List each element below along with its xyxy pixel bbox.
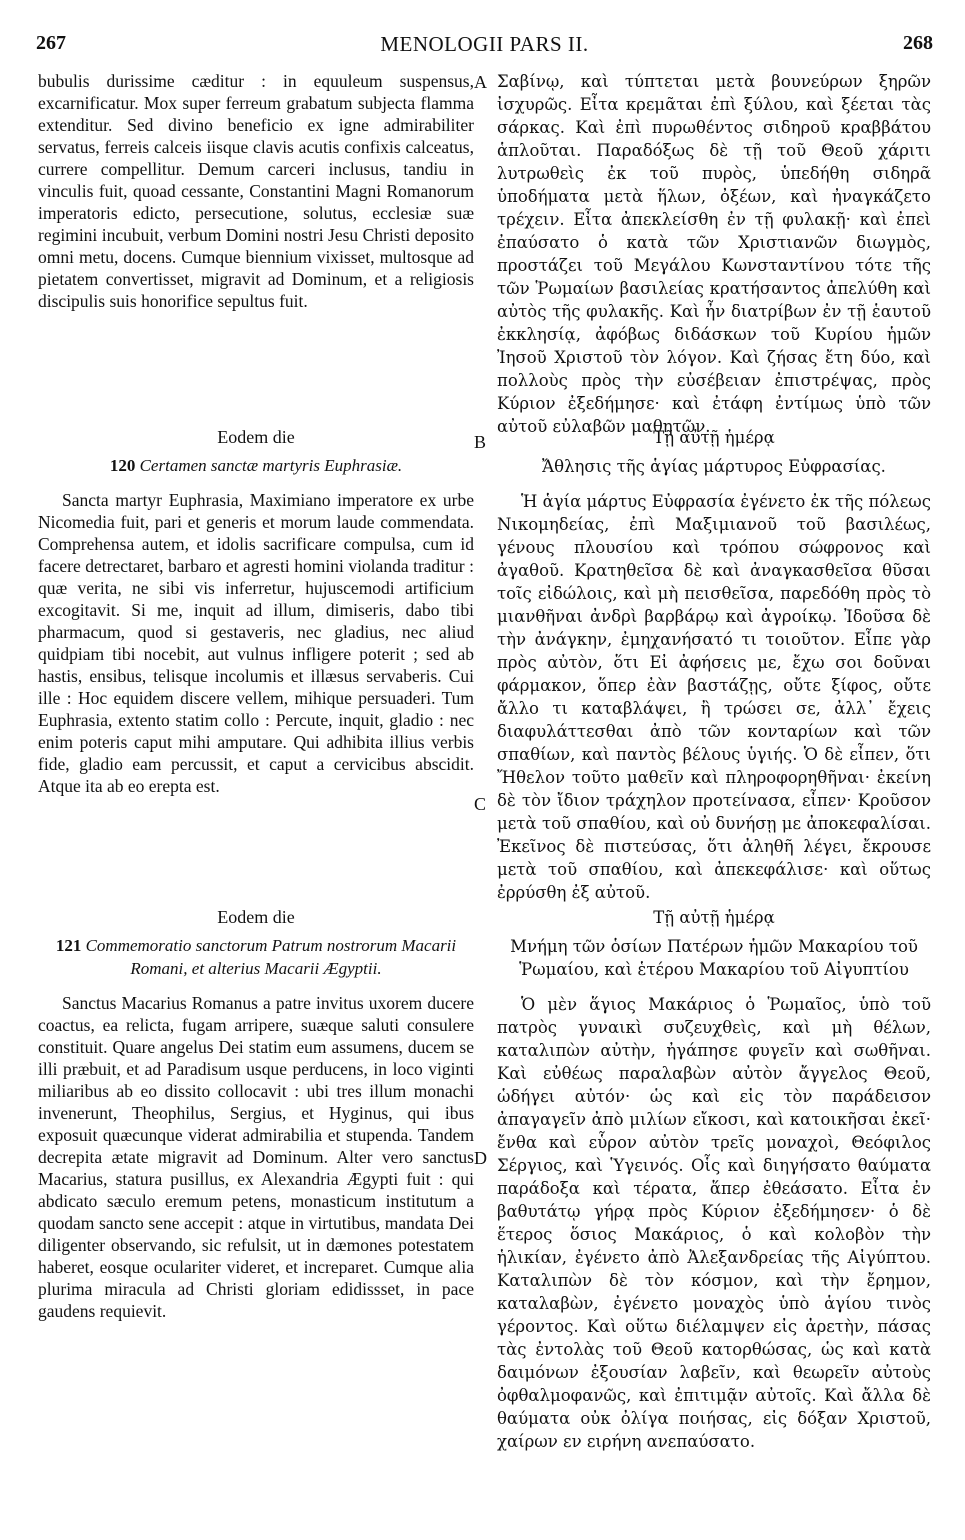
page-number-right: 268 <box>903 32 933 54</box>
latin-continuation <box>38 70 474 312</box>
greek-title-121: Μνήμη τῶν ὁσίων Πατέρων ἡμῶν Μακαρίου τοῦ Ῥωμαίου, καὶ ἑτέρου Μακαρίου τοῦ Αἰγυπτίου <box>510 937 918 979</box>
greek-section-120 <box>497 426 931 904</box>
running-title: MENOLOGII PARS II. <box>380 32 589 56</box>
latin-section-120 <box>38 426 474 797</box>
greek-title-120: Ἄθλησις τῆς ἁγίας μάρτυρος Εὐφρασίας. <box>542 457 886 476</box>
latin-continuation-text: bubulis durissime cæditur : in equuleum suspensus, excarnificatur. Mox super ferreum grabatum subjecta flamma extenditur. Sed divino beneficio ex igne admirabiliter servatus, ferreis calceis iisque clavis acutis confixis calceatus, currere compellitur. Demum carceri inclusus, tandiu in vinculis fuit, quoad cessante, Constantini Magni Romanorum imperatoris edicto, persecutione, solutus, ecclesiæ suæ regimini incubuit, verbum Domini nostri Jesu Christi deposito omni metu, docens. Cumque biennium vixisset, multosque ad pietatem convertisset, migravit ad Dominum, et a religiosis discipulis suis honorifice sepultus fuit. <box>38 71 474 311</box>
latin-title-120: Certamen sanctæ martyris Euphrasiæ. <box>139 456 403 475</box>
greek-section-121 <box>497 906 931 1453</box>
latin-title-121: Commemoratio sanctorum Patrum nostrorum Macarii Romani, et alterius Macarii Ægyptii. <box>85 936 457 978</box>
greek-eodem-die-121: Τῇ αὐτῇ ἡμέρᾳ <box>653 908 775 927</box>
greek-eodem-die-120: Τῇ αὐτῇ ἡμέρᾳ <box>653 428 775 447</box>
page-header <box>36 32 933 62</box>
page-number-left: 267 <box>36 32 66 54</box>
latin-eodem-die-121: Eodem die <box>217 907 295 927</box>
margin-letter-c: C <box>474 794 487 814</box>
margin-letter-b: B <box>474 432 487 452</box>
section-number-120: 120 <box>109 456 136 475</box>
latin-section-121 <box>38 906 474 1322</box>
latin-text-120: Sancta martyr Euphrasia, Maximiano imperatore ex urbe Nicomedia fuit, pari et generis et morum laude commendata. Comprehensa autem, et idolis sacrificare compulsa, cum id facere detrectaret, barbaro et agresti homini violanda traditur : quæ verita, ne sibi vis inferretur, hujuscemodi artificium excogitavit. Si me, inquit ad illum, dimiseris, dabo tibi pharmacum, quod si gestaveris, nec gladius, nec aliud quidpiam tibi nocebit, aut vulnus infligere poterit ; sed ab hastis, ensibus, telisque incolumis et illæsus servaberis. Cui ille : Hoc equidem discere vellem, mihique persuaderi. Tum Euphrasia, extento statim collo : Percute, inquit, gladio : nec enim poteris caput mihi amputare. Qui adhibita illius verbis fide, gladio eam percussit, et caput a cervicibus abscidit. Atque ita ab eo erepta est. <box>38 490 474 796</box>
greek-continuation-text: Σαβίνῳ, καὶ τύπτεται μετὰ βουνεύρων ξηρῶν ἰσχυρῶς. Εἶτα κρεμᾶται ἐπὶ ξύλου, καὶ ξέεται τὰς σάρκας. Καὶ ἐπὶ πυρωθέντος σιδηροῦ κραββάτου ἁπλοῦται. Παραδόξως δὲ τῇ τοῦ Θεοῦ χάριτι λυτρωθεὶς ἐκ τοῦ πυρὸς, ὑπεδήθη σιδηρᾶ ὑποδήματα μετὰ ἥλων, ὀξέων, καὶ ἠναγκάζετο τρέχειν. Εἶτα ἀπεκλείσθη ἐν τῇ φυλακῇ· καὶ ἐπεὶ ἐπαύσατο ὁ κατὰ τῶν Χριστιανῶν διωγμὸς, προστάζει τοῦ Μεγάλου Κωνσταντίνου τότε τῆς τῶν Ῥωμαίων βασιλείας κρατήσαντος ἀπελύθη καὶ αὐτὸς τῆς φυλακῆς. Καὶ ἦν διατρίβων ἐν τῇ ἑαυτοῦ ἐκκλησίᾳ, ἀφόβως διδάσκων τοῦ Κυρίου ἡμῶν Ἰησοῦ Χριστοῦ τὸν λόγον. Καὶ ζήσας ἔτη δύο, καὶ πολλοὺς πρὸς τὴν εὐσέβειαν ἐπιστρέψας, πρὸς Κύριον ἐξεδήμησε· καὶ ἐτάφη ἐντίμως ὑπὸ τῶν αὐτοῦ εὐλαβῶν μαθητῶν. <box>497 72 931 436</box>
margin-letter-d: D <box>474 1148 487 1168</box>
latin-heading-121 <box>38 934 474 980</box>
latin-eodem-die-120: Eodem die <box>217 427 295 447</box>
greek-text-120: Ἡ ἁγία μάρτυς Εὐφρασία ἐγένετο ἐκ τῆς πόλεως Νικομηδείας, ἐπὶ Μαξιμιανοῦ τοῦ βασιλέως, γένους πλουσίου καὶ τρόπου σώφρονος καὶ ἀγαθοῦ. Κρατηθεῖσα δὲ καὶ ἀναγκασθεῖσα θῦσαι τοῖς εἰδώλοις, καὶ μὴ πεισθεῖσα, παρεδόθη πρὸς τὸ μιανθῆναι ἀνδρὶ βαρβάρῳ καὶ ἀγροίκῳ. Ἰδοῦσα δὲ τὴν ἀνάγκην, ἐμηχανήσατό τι τοιοῦτον. Εἶπε γὰρ πρὸς αὐτὸν, ὅτι Εἰ ἀφήσεις με, ἔχω σοι δοῦναι φάρμακον, ὅπερ ἐὰν βαστάζῃς, οὔτε ξίφος, οὔτε ἄλλο τι καταβλάψει, ἢ τρώσει σε, ἀλλ᾽ ἔχεις διαφυλάττεσθαι ἀπὸ τῶν κονταρίων καὶ τῶν σπαθίων, καὶ παντὸς βέλους ὑγιής. Ὁ δὲ εἶπεν, ὅτι Ἤθελον τοῦτο μαθεῖν καὶ πληροφορηθῆναι· ἐκείνη δὲ τὸν ἴδιον τράχηλον προτείνασα, εἶπεν· Κροῦσον μετὰ τοῦ σπαθίου, καὶ οὐ δυνήσῃ με ἀποκεφαλίσαι. Ἐκεῖνος δὲ πιστεύσας, ὅτι ἀληθῆ λέγει, ἔκρουσε μετὰ τοῦ σπαθίου, καὶ ἀπεκεφάλισε· καὶ οὕτως ἐρρύσθη ἐξ αὐτοῦ. <box>497 492 931 902</box>
margin-letter-a: A <box>474 72 487 92</box>
latin-text-121: Sanctus Macarius Romanus a patre invitus uxorem ducere coactus, ea relicta, fugam arripere, suæque saluti consulere constituit. Quare angelus Dei statim eum assumens, ducem se illi præbuit, et ad Paradisum usque perducens, in loco viginti miliaribus ab eo dissito collocavit : ubi tres illum monachi invenerunt, Theophilus, Sergius, et Hyginus, qui ibus exposuit quæcunque viderat admirabilia et stupenda. Tandem decrepita ætate migravit ad Dominum. Alter vero sanctus Macarius, statura pusillus, ex Alexandria Ægypti fuit : qui abdicato sæculo eremum petens, monasticum institutum a quodam sancto sene accepit : atque in virtutibus, mandata Dei diligenter observando, sic refulsit, ut in dæmones potestatem haberet, eosque oculariter videret, et increparet. Cumque alia plurima miracula ad Christi gloriam edidissset, in pace gaudens requievit. <box>38 993 474 1321</box>
section-number-121: 121 <box>55 936 82 955</box>
greek-text-121: Ὁ μὲν ἅγιος Μακάριος ὁ Ῥωμαῖος, ὑπὸ τοῦ πατρὸς γυναικὶ συζευχθεὶς, καὶ μὴ θέλων, καταλιπὼν αὐτὴν, ἠγάπησε φυγεῖν καὶ σωθῆναι. Καὶ εὐθέως παραλαβὼν αὐτὸν ἄγγελος Θεοῦ, ὡδήγει αὐτόν· ὡς καὶ εἰς τὸν παράδεισον ἀπαγαγεῖν ἀπὸ μιλίων εἴκοσι, καὶ κατοικῆσαι ἐκεῖ· ἔνθα καὶ εὗρον αὐτὸν τρεῖς μοναχοὶ, Θεόφιλος Σέργιος, καὶ Ὑγεινός. Οἷς καὶ διηγήσατο θαύματα παράδοξα καὶ τέρατα, ἅπερ ἐθεάσατο. Εἶτα ἐν βαθυτάτῳ γήρᾳ πρὸς Κύριον ἐξεδήμησεν· ὁ δὲ ἕτερος ὅσιος Μακάριος, ὁ καὶ κολοβὸν τὴν ἡλικίαν, ἐγένετο ἀπὸ Ἀλεξανδρείας τῆς Αἰγύπτου. Καταλιπὼν δὲ τὸν κόσμον, καὶ τὴν ἔρημον, καταλαβὼν, ἐγένετο μοναχὸς ὑπὸ ἁγίου τινὸς γέροντος. Καὶ οὕτω διέλαμψεν εἰς ἀρετὴν, πάσας τὰς ἐντολὰς τοῦ Θεοῦ κατορθώσας, ὡς καὶ κατὰ δαιμόνων ἐξουσίαν λαβεῖν, καὶ θεωρεῖν αὐτοὺς ὀφθαλμοφανῶς, καὶ ἐπιτιμᾷν αὐτοῖς. Καὶ ἄλλα δὲ θαύματα οὐκ ὀλίγα ποιήσας, εἰς δόξαν Χριστοῦ, χαίρων εν ειρήνη ανεπαύσατο. <box>497 995 931 1451</box>
latin-heading-120 <box>38 454 474 477</box>
greek-continuation <box>497 70 931 438</box>
